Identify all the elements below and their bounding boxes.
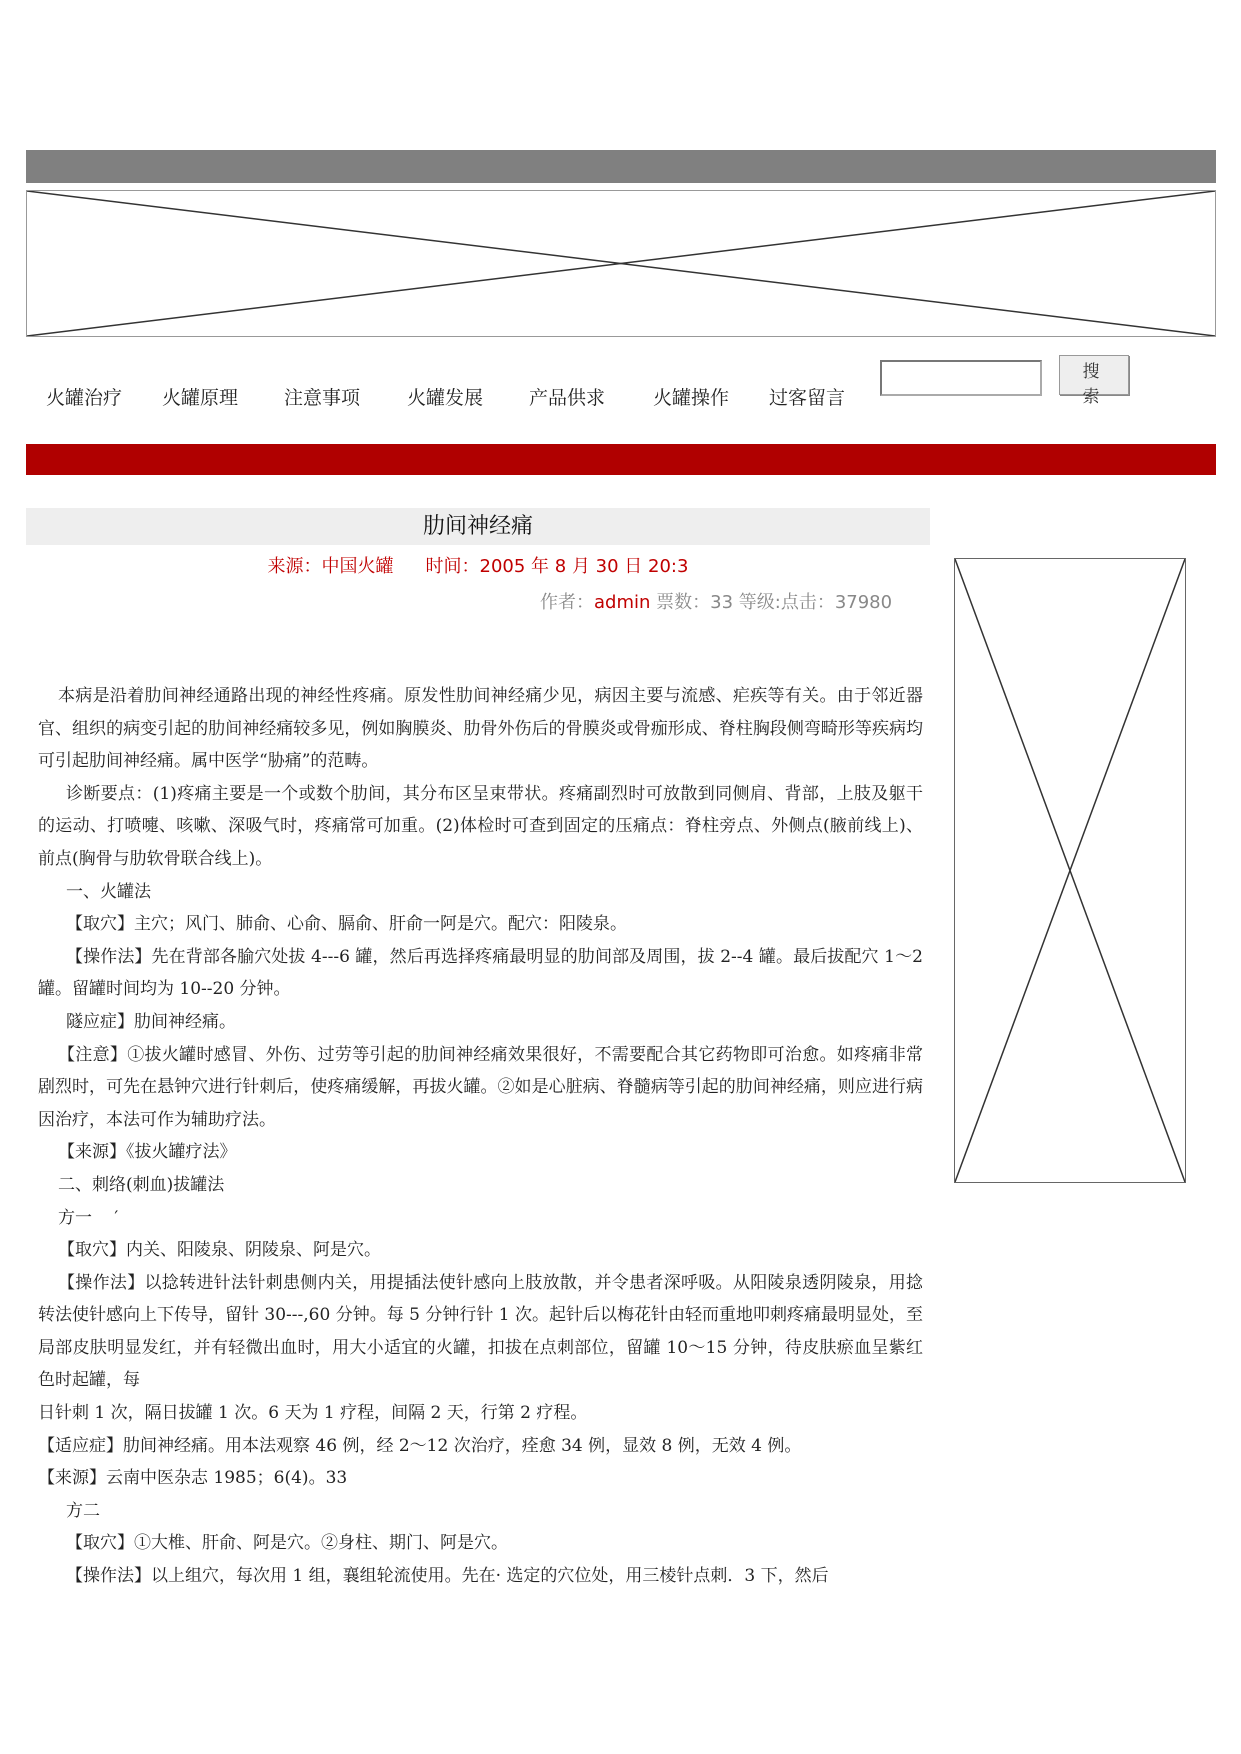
paragraph: 【取穴】内关、阳陵泉、阴陵泉、阿是穴。 (58, 1240, 381, 1261)
time-label: 时间： (425, 556, 480, 577)
section-heading: 一、火罐法 (66, 881, 151, 902)
paragraph: 方二 (66, 1500, 100, 1521)
paragraph: 日针刺 1 次，隔日拔罐 1 次。6 天为 1 疗程，间隔 2 天，行第 2 疗程。 (38, 1403, 588, 1424)
paragraph: 【取穴】主穴；风门、肺俞、心俞、膈俞、肝俞一阿是穴。配穴：阳陵泉。 (66, 914, 627, 935)
nav-item-chanpin-gongqiu[interactable]: 产品供求 (529, 387, 606, 409)
paragraph: 【来源】云南中医杂志 1985；6(4)。33 (38, 1468, 348, 1489)
search-input[interactable] (880, 360, 1042, 396)
banner-image-placeholder (26, 190, 1216, 337)
article-body (38, 680, 923, 1593)
nav-item-huoguan-caozuo[interactable]: 火罐操作 (653, 387, 730, 409)
nav-item-huoguan-fazhan[interactable]: 火罐发展 (407, 387, 484, 409)
red-divider-bar (26, 444, 1216, 475)
paragraph: 【操作法】以捻转进针法针刺患侧内关，用提插法使针感向上肢放散，并令患者深呼吸。从阳陵泉透阴陵泉，用捻转法使针感向上下传导，留针 30---,60 分钟。每 5 分钟行针 1 次。起针后以梅花针由轻而重地叩刺疼痛最明显处，至局部皮肤明显发红，并有轻微出血时，用大小适宜的火罐，扣拔在点刺部位，留罐 10～15 分钟，待皮肤瘀血呈紫红色时起罐，每 (38, 1272, 923, 1391)
paragraph: 【来源】《拔火罐疗法》 (58, 1142, 237, 1163)
placeholder-cross-icon (955, 559, 1185, 1182)
nav-item-guoke-liuyan[interactable]: 过客留言 (769, 387, 846, 409)
paragraph: 【注意】①拔火罐时感冒、外伤、过劳等引起的肋间神经痛效果很好，不需要配合其它药物即可治愈。如疼痛非常剧烈时，可先在悬钟穴进行针刺后，使疼痛缓解，再拔火罐。②如是心脏病、脊髓病等引起的肋间神经痛，则应进行病因治疗，本法可作为辅助疗法。 (38, 1044, 923, 1130)
paragraph: 【操作法】以上组穴，每次用 1 组，襄组轮流使用。先在· 选定的穴位处，用三棱针点刺．3 下，然后 (66, 1566, 829, 1587)
paragraph: 方一 ′ (58, 1207, 119, 1228)
nav-item-zhuyi-shixiang[interactable]: 注意事项 (284, 387, 361, 409)
article-title: 肋间神经痛 (26, 508, 930, 545)
nav-item-huoguan-zhiliao[interactable]: 火罐治疗 (46, 387, 123, 409)
paragraph: 【适应症】肋间神经痛。用本法观察 46 例，经 2～12 次治疗，痊愈 34 例，显效 8 例，无效 4 例。 (38, 1435, 802, 1456)
vote-stats: 票数：33 等级:点击：37980 (656, 592, 893, 613)
publish-time: 2005 年 8 月 30 日 20:3 (479, 556, 689, 577)
search-button[interactable]: 搜 索 (1059, 355, 1129, 395)
paragraph: 本病是沿着肋间神经通路出现的神经性疼痛。原发性肋间神经痛少见，病因主要与流感、疟疾等有关。由于邻近器官、组织的病变引起的肋间神经痛较多见，例如胸膜炎、肋骨外伤后的骨膜炎或骨痂形成、脊柱胸段侧弯畸形等疾病均可引起肋间神经痛。属中医学“胁痛”的范畴。 (38, 686, 923, 772)
top-gray-bar (26, 150, 1216, 183)
paragraph: 诊断要点：(1)疼痛主要是一个或数个肋间，其分布区呈束带状。疼痛副烈时可放散到同侧肩、背部，上肢及躯干的运动、打喷嚏、咳嗽、深吸气时，疼痛常可加重。(2)体检时可查到固定的压痛点：脊柱旁点、外侧点(腋前线上)、前点(胸骨与肋软骨联合线上)。 (38, 783, 923, 869)
source-label: 来源： (267, 556, 322, 577)
source-link[interactable]: 中国火罐 (321, 556, 394, 577)
paragraph: 【取穴】①大椎、肝俞、阿是穴。②身柱、期门、阿是穴。 (66, 1533, 508, 1554)
author-label: 作者： (540, 592, 594, 613)
nav-item-huoguan-yuanli[interactable]: 火罐原理 (162, 387, 239, 409)
paragraph: 【操作法】先在背部各腧穴处拔 4---6 罐，然后再选择疼痛最明显的肋间部及周围，拔 2--4 罐。最后拔配穴 1～2 罐。留罐时间均为 10--20 分钟。 (38, 946, 923, 1000)
side-image-placeholder (954, 558, 1186, 1183)
placeholder-cross-icon (27, 191, 1215, 336)
paragraph: 隧应症】肋间神经痛。 (66, 1011, 236, 1032)
main-nav (26, 375, 866, 415)
section-heading: 二、刺络(刺血)拔罐法 (58, 1174, 225, 1195)
article-source-time (0, 552, 956, 578)
article-author-stats (540, 588, 892, 614)
author-name[interactable]: admin (594, 592, 651, 613)
